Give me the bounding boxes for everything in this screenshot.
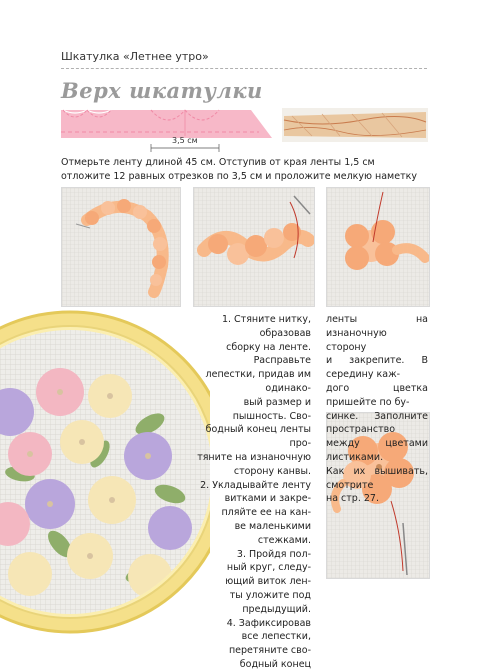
instruction-line: и закрепите. В середину каж- — [326, 355, 428, 381]
instruction-line: стежками. — [257, 534, 311, 546]
instruction-line: 3. Пройдя пол- — [236, 548, 311, 560]
step-photo-3 — [326, 187, 430, 307]
ribbon-basted-photo — [282, 108, 428, 142]
instruction-line: 2. Укладывайте ленту — [200, 479, 311, 491]
section-title: Верх шкатулки — [61, 78, 263, 103]
instruction-line: витками и закре- — [224, 493, 311, 505]
instruction-line: ты уложите под — [229, 589, 311, 601]
instruction-line: между цветами листиками. — [326, 438, 428, 463]
instruction-line: бодный конец — [239, 658, 311, 670]
ribbon-scheme-diagram — [61, 106, 272, 154]
running-title: Шкатулка «Летнее утро» — [61, 50, 209, 63]
instruction-line: ленты на изнаночную сторону — [326, 314, 428, 353]
step-photo-2 — [193, 187, 315, 307]
instruction-line: лепестки, придав им одинако- — [205, 369, 311, 394]
step-photo-1 — [61, 187, 181, 307]
instruction-line: предыдущий. — [242, 603, 311, 615]
finished-embroidery-hoop-photo — [0, 304, 210, 640]
instructions-column-2 — [326, 313, 428, 506]
measure-label: 3,5 см — [172, 136, 198, 145]
instruction-line: синке. Заполните пространство — [326, 410, 428, 436]
instruction-line: пляйте ее на кан- — [221, 507, 311, 519]
instruction-line: сторону канвы. — [233, 465, 311, 477]
instruction-line: 1. Стяните нитку, образовав — [221, 314, 311, 339]
instruction-line: ный круг, следу- — [226, 562, 311, 574]
instruction-line: дого цветка пришейте по бу- — [326, 382, 428, 408]
instruction-line: перетяните сво- — [228, 645, 311, 657]
instruction-line: ве маленькими — [234, 520, 311, 532]
instruction-line: сборку на ленте. Расправьте — [226, 341, 311, 367]
instruction-line: бодный конец ленты про- — [205, 424, 311, 450]
instructions-column-1 — [193, 313, 311, 672]
header-divider — [61, 68, 427, 69]
instruction-line: 4. Зафиксировав — [226, 617, 311, 629]
instruction-line: Как их вышивать, смотрите — [326, 465, 428, 491]
instruction-line: вый размер и пышность. Сво- — [232, 396, 311, 422]
instruction-line: тяните на изнаночную — [197, 451, 311, 463]
instruction-line: на стр. 27. — [326, 493, 379, 505]
instruction-line: ющий виток лен- — [225, 576, 311, 588]
instruction-line: все лепестки, — [241, 631, 311, 643]
intro-paragraph: Отмерьте ленту длиной 45 см. Отступив от края ленты 1,5 см отложите 12 равных отрезков по 3,5 см и проложите мелкую наметку — [61, 157, 417, 182]
